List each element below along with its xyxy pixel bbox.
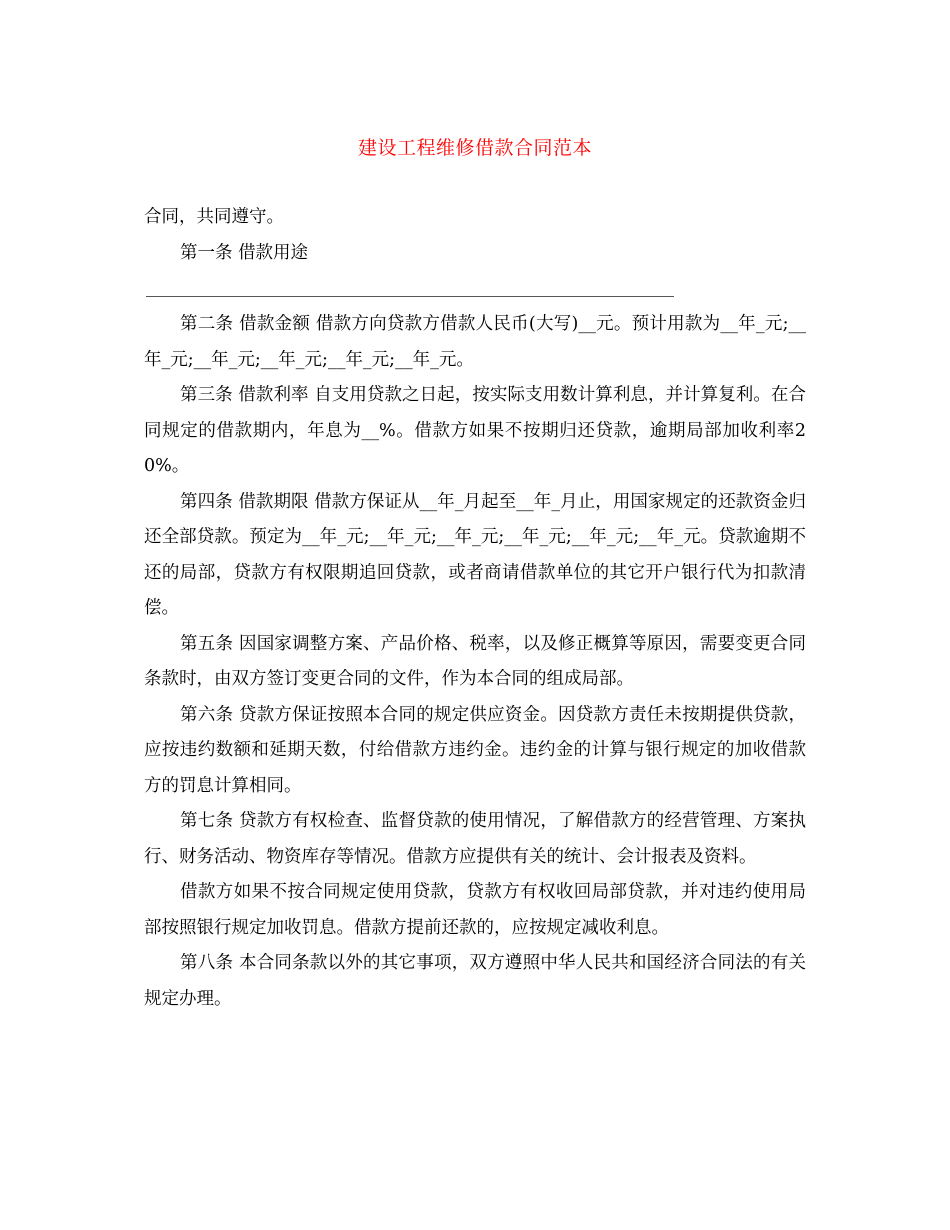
article-5-paragraph: 第五条 因国家调整方案、产品价格、税率，以及修正概算等原因，需要变更合同条款时，由双方签订变更合同的文件，作为本合同的组成局部。 <box>144 633 806 689</box>
horizontal-divider <box>146 296 674 297</box>
article-1-heading: 第一条 借款用途 <box>180 242 309 263</box>
paragraph-intro-fragment: 合同，共同遵守。 <box>144 207 284 227</box>
article-8-paragraph: 第八条 本合同条款以外的其它事项，双方遵照中华人民共和国经济合同法的有关规定办理。 <box>144 953 806 1009</box>
article-7-paragraph: 第七条 贷款方有权检查、监督贷款的使用情况，了解借款方的经营管理、方案执行、财务活动、物资库存等情况。借款方应提供有关的统计、会计报表及资料。 <box>144 811 806 867</box>
document-title: 建设工程维修借款合同范本 <box>357 137 592 159</box>
article-3-paragraph: 第三条 借款利率 自支用贷款之日起，按实际支用数计算利息，并计算复利。在合同规定的借款期内，年息为__%。借款方如果不按期归还贷款，逾期局部加收利率20%。 <box>144 385 806 476</box>
article-4-paragraph: 第四条 借款期限 借款方保证从__年_月起至__年_月止，用国家规定的还款资金归还全部贷款。预定为__年_元;__年_元;__年_元;__年_元;__年_元;__年_元。贷款逾期不还的局部，贷款方有权限期追回贷款，或者商请借款单位的其它开户银行代为扣款清偿。 <box>144 491 806 618</box>
article-7-supplement-paragraph: 借款方如果不按合同规定使用贷款，贷款方有权收回局部贷款，并对违约使用局部按照银行规定加收罚息。借款方提前还款的，应按规定减收利息。 <box>144 882 806 938</box>
document-body <box>144 200 806 1017</box>
article-6-paragraph: 第六条 贷款方保证按照本合同的规定供应资金。因贷款方责任未按期提供贷款，应按违约数额和延期天数，付给借款方违约金。违约金的计算与银行规定的加收借款方的罚息计算相同。 <box>144 704 806 796</box>
article-2-paragraph: 第二条 借款金额 借款方向贷款方借款人民币(大写)__元。预计用款为__年_元;__年_元;__年_元;__年_元;__年_元;__年_元。 <box>144 314 806 370</box>
